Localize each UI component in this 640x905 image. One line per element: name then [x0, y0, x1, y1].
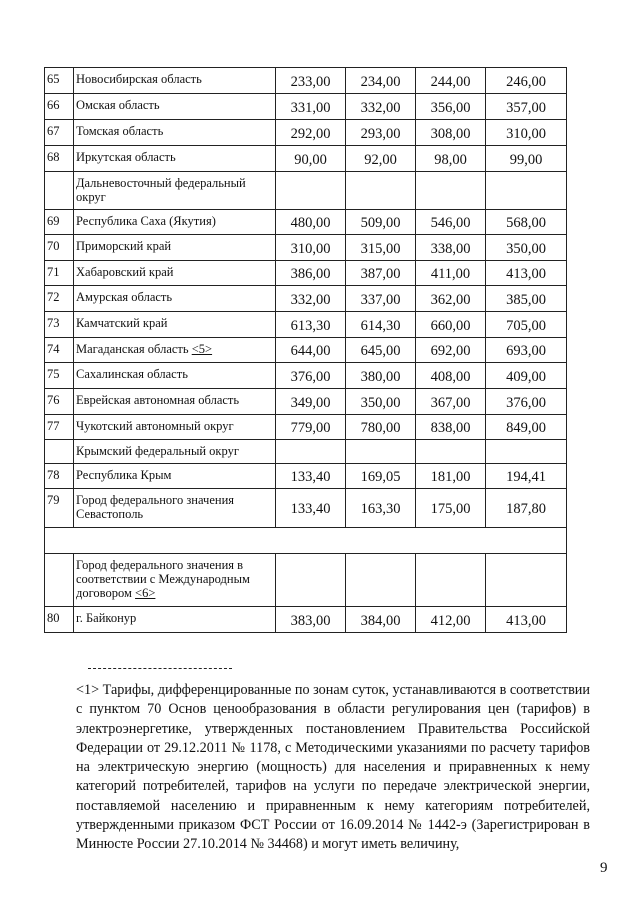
tariff-value: 293,00	[346, 120, 416, 146]
tariff-value: 338,00	[416, 235, 486, 261]
region-name-cell	[74, 554, 276, 607]
table-row	[45, 312, 567, 338]
region-name-cell	[74, 312, 276, 338]
row-number: 76	[45, 389, 74, 415]
region-name: Город федерального значения Севастополь	[76, 493, 235, 521]
page-number: 9	[600, 860, 608, 876]
tariff-value: 169,05	[346, 464, 416, 489]
tariff-value: 98,00	[416, 146, 486, 172]
table-row	[45, 415, 567, 440]
region-name-cell	[74, 146, 276, 172]
table-row	[45, 68, 567, 94]
region-name: Город федерального значения в соответствии с Международным договором	[76, 558, 250, 600]
table-row	[45, 489, 567, 528]
region-name-cell	[74, 286, 276, 312]
tariff-value: 386,00	[276, 261, 346, 286]
table-row	[45, 528, 567, 554]
region-name-cell	[74, 607, 276, 633]
table-row	[45, 94, 567, 120]
region-name: г. Байконур	[76, 611, 137, 625]
table-row	[45, 261, 567, 286]
table-row	[45, 338, 567, 363]
tariff-value: 332,00	[276, 286, 346, 312]
footnote-link[interactable]: <6>	[135, 586, 156, 600]
tariff-value: 90,00	[276, 146, 346, 172]
region-name: Камчатский край	[76, 316, 168, 330]
region-name-cell	[74, 338, 276, 363]
region-name-cell	[74, 363, 276, 389]
row-number: 71	[45, 261, 74, 286]
tariff-value: 337,00	[346, 286, 416, 312]
tariff-value: 546,00	[416, 210, 486, 235]
region-name: Новосибирская область	[76, 72, 202, 86]
region-name: Хабаровский край	[76, 265, 174, 279]
region-name: Чукотский автономный округ	[76, 419, 234, 433]
tariff-value	[486, 440, 567, 464]
tariff-value: 645,00	[346, 338, 416, 363]
tariff-value: 308,00	[416, 120, 486, 146]
row-number: 66	[45, 94, 74, 120]
footnote-link[interactable]: <5>	[191, 342, 213, 356]
tariff-value: 380,00	[346, 363, 416, 389]
tariff-value: 387,00	[346, 261, 416, 286]
tariff-value: 332,00	[346, 94, 416, 120]
tariff-value: 411,00	[416, 261, 486, 286]
table-row	[45, 172, 567, 210]
tariff-value: 315,00	[346, 235, 416, 261]
tariff-value: 175,00	[416, 489, 486, 528]
row-number	[45, 440, 74, 464]
tariff-value	[486, 554, 567, 607]
tariff-value: 349,00	[276, 389, 346, 415]
tariff-value: 187,80	[486, 489, 567, 528]
tariff-value: 409,00	[486, 363, 567, 389]
region-name-cell	[74, 389, 276, 415]
tariff-value: 244,00	[416, 68, 486, 94]
region-name: Омская область	[76, 98, 160, 112]
tariff-value: 376,00	[486, 389, 567, 415]
tariff-value: 693,00	[486, 338, 567, 363]
tariff-value: 234,00	[346, 68, 416, 94]
row-number	[45, 172, 74, 210]
table-row	[45, 363, 567, 389]
tariff-value: 692,00	[416, 338, 486, 363]
tariff-value: 509,00	[346, 210, 416, 235]
table-row	[45, 554, 567, 607]
tariff-value: 99,00	[486, 146, 567, 172]
tariff-value: 385,00	[486, 286, 567, 312]
tariff-value: 614,30	[346, 312, 416, 338]
region-name: Республика Саха (Якутия)	[76, 214, 216, 228]
region-name: Еврейская автономная область	[76, 393, 240, 407]
tariff-table	[44, 67, 567, 633]
row-number: 70	[45, 235, 74, 261]
tariff-value	[486, 172, 567, 210]
tariff-value: 408,00	[416, 363, 486, 389]
tariff-value	[346, 172, 416, 210]
row-number: 77	[45, 415, 74, 440]
row-number: 79	[45, 489, 74, 528]
tariff-value	[346, 440, 416, 464]
tariff-value	[416, 172, 486, 210]
footnote	[76, 681, 590, 855]
region-name: Крымский федеральный округ	[76, 444, 239, 458]
tariff-value: 357,00	[486, 94, 567, 120]
region-name-cell	[74, 415, 276, 440]
tariff-value: 660,00	[416, 312, 486, 338]
tariff-value: 246,00	[486, 68, 567, 94]
region-name-cell	[74, 464, 276, 489]
tariff-value: 92,00	[346, 146, 416, 172]
tariff-value: 705,00	[486, 312, 567, 338]
tariff-value	[416, 440, 486, 464]
region-name: Республика Крым	[76, 468, 172, 482]
region-name: Магаданская область	[76, 342, 189, 356]
tariff-value: 376,00	[276, 363, 346, 389]
region-name-cell	[74, 68, 276, 94]
tariff-value	[276, 554, 346, 607]
tariff-value: 644,00	[276, 338, 346, 363]
tariff-value: 350,00	[346, 389, 416, 415]
region-name-cell	[74, 235, 276, 261]
tariff-value: 849,00	[486, 415, 567, 440]
table-row	[45, 464, 567, 489]
row-number: 80	[45, 607, 74, 633]
tariff-value: 780,00	[346, 415, 416, 440]
tariff-value: 233,00	[276, 68, 346, 94]
tariff-value: 133,40	[276, 464, 346, 489]
region-name-cell	[74, 489, 276, 528]
tariff-value: 350,00	[486, 235, 567, 261]
tariff-value: 163,30	[346, 489, 416, 528]
tariff-value: 412,00	[416, 607, 486, 633]
region-name: Амурская область	[76, 290, 173, 304]
row-number: 78	[45, 464, 74, 489]
table-row	[45, 440, 567, 464]
table-row	[45, 286, 567, 312]
table-row	[45, 235, 567, 261]
row-number: 73	[45, 312, 74, 338]
table-row	[45, 210, 567, 235]
region-name-cell	[74, 261, 276, 286]
footnote-text: <1> Тарифы, дифференцированные по зонам суток, устанавливаются в соответствии с пунктом 70 Основ ценообразования в области регулирования цен (тарифов) в электроэнергетике, утвержденных постановлением Правительства Российской Федерации от 29.12.2011 № 1178, с Методическими указаниями по расчету тарифов на электрическую энергию (мощность) для населения и приравненных к нему категорий потребителей, тарифов на услуги по передаче электрической энергии, поставляемой населению и приравненным к нему категориям потребителей, утвержденными приказом ФСТ России от 16.09.2014 № 1442-э (Зарегистрирован в Минюсте России 27.10.2014 № 34468) и могут иметь величину,	[76, 682, 590, 853]
region-name-cell	[74, 120, 276, 146]
row-number	[45, 554, 74, 607]
tariff-value	[276, 172, 346, 210]
region-name: Томская область	[76, 124, 164, 138]
tariff-value: 310,00	[486, 120, 567, 146]
row-number: 67	[45, 120, 74, 146]
row-number: 75	[45, 363, 74, 389]
row-number: 69	[45, 210, 74, 235]
tariff-value: 384,00	[346, 607, 416, 633]
tariff-value: 480,00	[276, 210, 346, 235]
region-name: Дальневосточный федеральный округ	[76, 176, 246, 204]
tariff-value: 367,00	[416, 389, 486, 415]
tariff-value: 194,41	[486, 464, 567, 489]
tariff-value: 292,00	[276, 120, 346, 146]
row-number: 68	[45, 146, 74, 172]
tariff-value: 413,00	[486, 261, 567, 286]
tariff-value	[416, 554, 486, 607]
table-row	[45, 607, 567, 633]
region-name-cell	[74, 94, 276, 120]
region-name: Приморский край	[76, 239, 172, 253]
region-name-cell	[74, 210, 276, 235]
tariff-value	[276, 440, 346, 464]
tariff-value: 383,00	[276, 607, 346, 633]
tariff-value: 133,40	[276, 489, 346, 528]
footnote-separator	[88, 668, 232, 669]
tariff-value: 331,00	[276, 94, 346, 120]
tariff-value	[346, 554, 416, 607]
tariff-value: 779,00	[276, 415, 346, 440]
table-row	[45, 120, 567, 146]
tariff-value: 568,00	[486, 210, 567, 235]
table-row	[45, 146, 567, 172]
tariff-value: 310,00	[276, 235, 346, 261]
region-name: Иркутская область	[76, 150, 176, 164]
table-row	[45, 389, 567, 415]
region-name: Сахалинская область	[76, 367, 188, 381]
tariff-value: 613,30	[276, 312, 346, 338]
tariff-value: 362,00	[416, 286, 486, 312]
tariff-value: 356,00	[416, 94, 486, 120]
region-name-cell	[74, 172, 276, 210]
row-number: 74	[45, 338, 74, 363]
row-number: 72	[45, 286, 74, 312]
tariff-value: 413,00	[486, 607, 567, 633]
blank-row-cell	[45, 528, 567, 554]
tariff-value: 838,00	[416, 415, 486, 440]
region-name-cell	[74, 440, 276, 464]
tariff-value: 181,00	[416, 464, 486, 489]
row-number: 65	[45, 68, 74, 94]
